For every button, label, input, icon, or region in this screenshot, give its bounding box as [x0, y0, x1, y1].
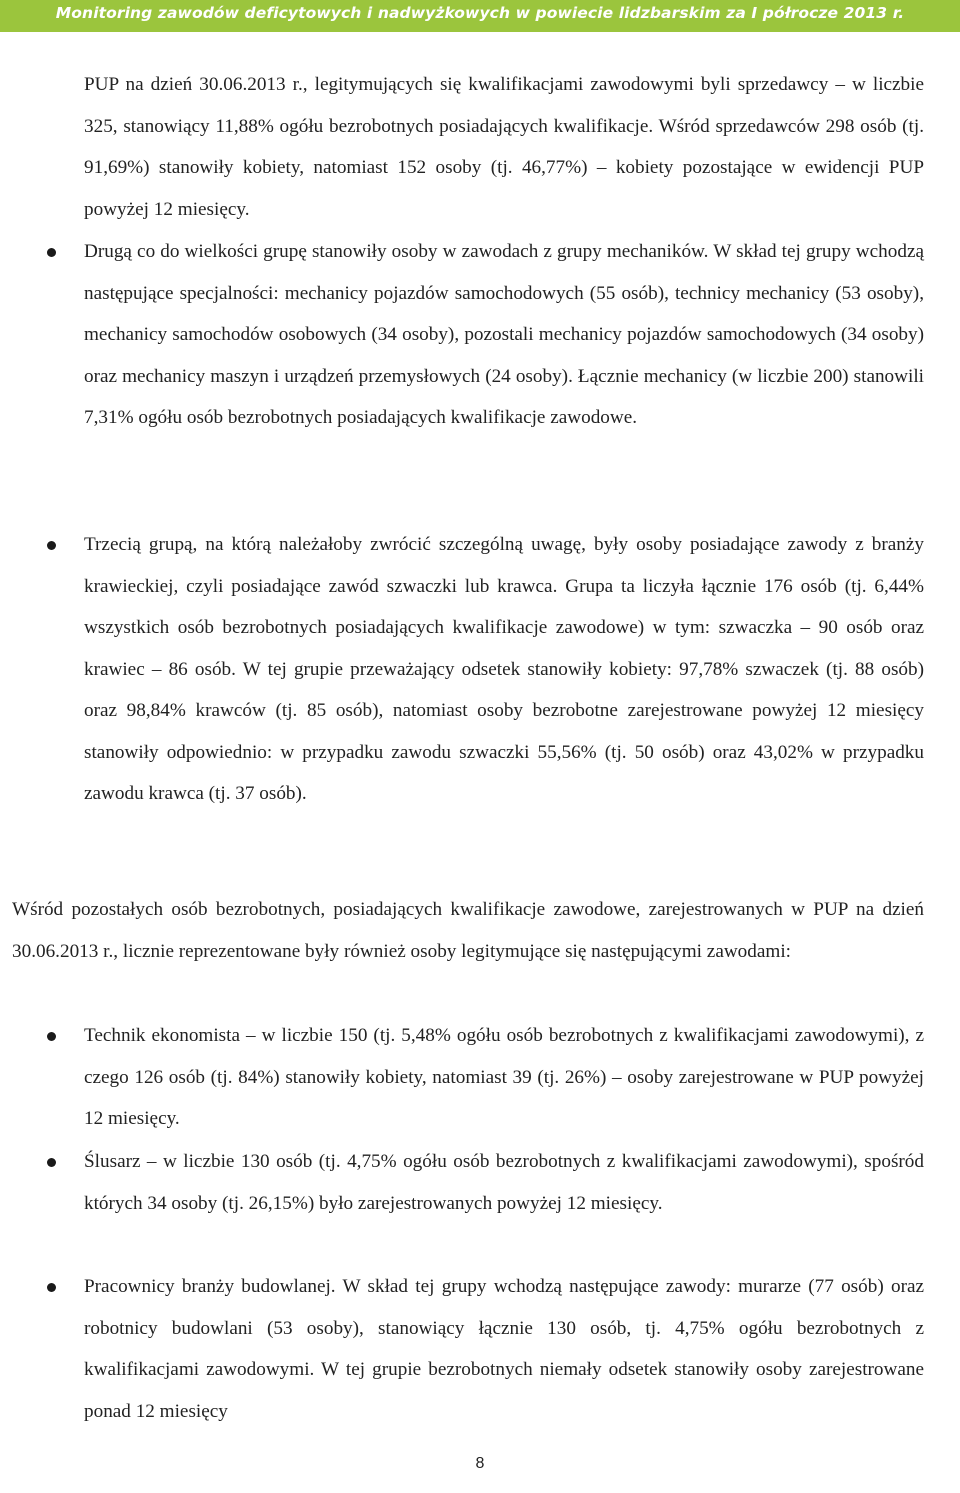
bullet-item-tailoring	[84, 524, 924, 815]
paragraph-text: Wśród pozostałych osób bezrobotnych, posiadających kwalifikacje zawodowe, zarejestrowanych w PUP na dzień 30.06.2013 r., licznie reprezentowane były również osoby legitymujące się następującymi zawodami:	[12, 899, 924, 962]
bullet-item-economist	[84, 1015, 924, 1140]
bullet-dot-icon	[47, 248, 56, 257]
bullet-text: Trzecią grupą, na którą należałoby zwrócić szczególną uwagę, były osoby posiadające zawody z branży krawieckiej, czyli posiadające zawód szwaczki lub krawca. Grupa ta liczyła łącznie 176 osób (tj. 6,44% wszystkich osób bezrobotnych posiadających kwalifikacje zawodowe) w tym: szwaczka – 90 osób oraz krawiec – 86 osób. W tej grupie przeważający odsetek stanowiły kobiety: 97,78% szwaczek (tj. 88 osób) oraz 98,84% krawców (tj. 85 osób), natomiast osoby bezrobotne zarejestrowane powyżej 12 miesięcy stanowiły odpowiednio: w przypadku zawodu szwaczki 55,56% (tj. 50 osób) oraz 43,02% w przypadku zawodu krawca (tj. 37 osób).	[84, 534, 924, 804]
bullet-text: Technik ekonomista – w liczbie 150 (tj. 5,48% ogółu osób bezrobotnych z kwalifikacjami zawodowymi), z czego 126 osób (tj. 84%) stanowiły kobiety, natomiast 39 (tj. 26%) – osoby zarejestrowane w PUP powyżej 12 miesięcy.	[84, 1025, 924, 1129]
bullet-item-construction	[84, 1266, 924, 1432]
bullet-text: Ślusarz – w liczbie 130 osób (tj. 4,75% ogółu osób bezrobotnych z kwalifikacjami zawodowymi), spośród których 34 osoby (tj. 26,15%) było zarejestrowanych powyżej 12 miesięcy.	[84, 1151, 924, 1214]
page-header-bar	[0, 0, 960, 32]
continuation-paragraph	[84, 64, 924, 230]
bullet-dot-icon	[47, 541, 56, 550]
bullet-item-mechanics	[84, 231, 924, 439]
bullet-text: Pracownicy branży budowlanej. W skład tej grupy wchodzą następujące zawody: murarze (77 osób) oraz robotnicy budowlani (53 osoby), stanowiący łącznie 130 osób, tj. 4,75% ogółu bezrobotnych z kwalifikacjami zawodowymi. W tej grupie bezrobotnych niemały odsetek stanowiły osoby zarejestrowane ponad 12 miesięcy	[84, 1276, 924, 1422]
header-title: Monitoring zawodów deficytowych i nadwyżkowych w powiecie lidzbarskim za I półrocze 2013 r.	[55, 4, 905, 22]
continuation-text: PUP na dzień 30.06.2013 r., legitymujących się kwalifikacjami zawodowymi byli sprzedawcy – w liczbie 325, stanowiący 11,88% ogółu bezrobotnych posiadających kwalifikacje. Wśród sprzedawców 298 osób (tj. 91,69%) stanowiły kobiety, natomiast 152 osoby (tj. 46,77%) – kobiety pozostające w ewidencji PUP powyżej 12 miesięcy.	[84, 74, 924, 220]
bullet-dot-icon	[47, 1283, 56, 1292]
bullet-dot-icon	[47, 1158, 56, 1167]
bullet-text: Drugą co do wielkości grupę stanowiły osoby w zawodach z grupy mechaników. W skład tej grupy wchodzą następujące specjalności: mechanicy pojazdów samochodowych (55 osób), technicy mechanicy (53 osoby), mechanicy samochodów osobowych (34 osoby), pozostali mechanicy pojazdów samochodowych (34 osoby) oraz mechanicy maszyn i urządzeń przemysłowych (24 osoby). Łącznie mechanicy (w liczbie 200) stanowili 7,31% ogółu osób bezrobotnych posiadających kwalifikacje zawodowe.	[84, 241, 924, 428]
page-number: 8	[475, 1455, 485, 1472]
other-occupations-paragraph	[12, 889, 924, 972]
bullet-item-locksmith	[84, 1141, 924, 1224]
bullet-dot-icon	[47, 1032, 56, 1041]
